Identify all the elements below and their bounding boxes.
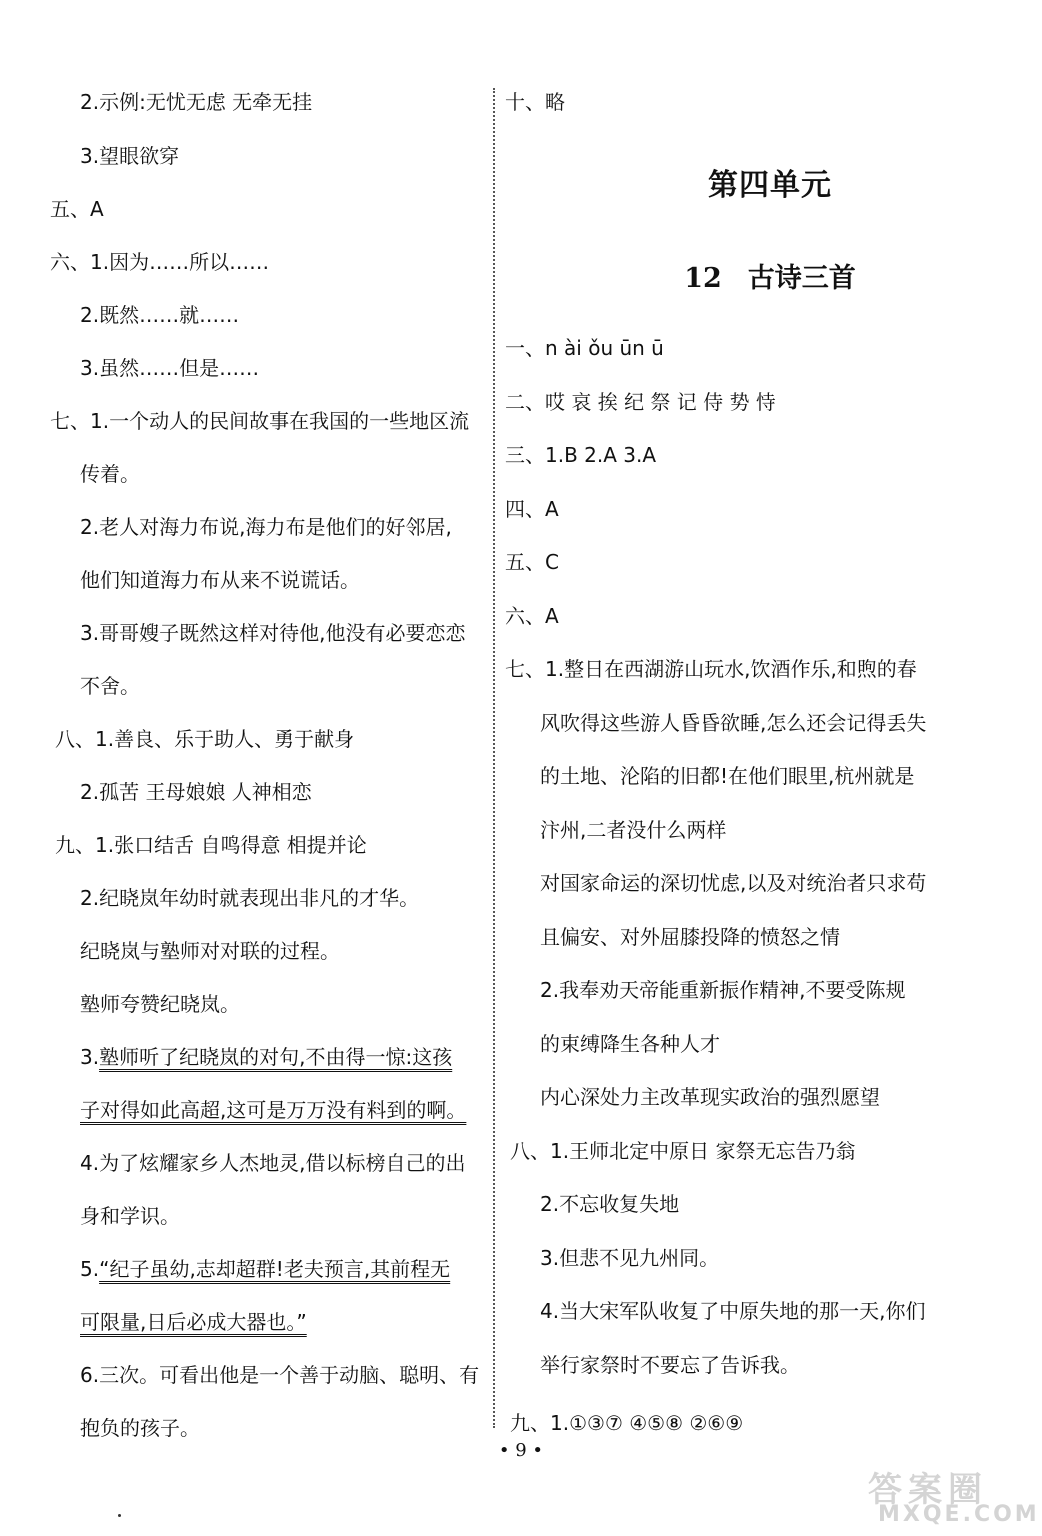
- answer-line: 3.望眼欲穿: [80, 144, 180, 168]
- answer-line: 4.为了炫耀家乡人杰地灵,借以标榜自己的出: [80, 1151, 466, 1175]
- answer-line: 2.老人对海力布说,海力布是他们的好邻居,: [80, 515, 452, 539]
- answer-line: 传着。: [80, 462, 140, 486]
- answer-line: 对国家命运的深切忧虑,以及对统治者只求苟: [540, 871, 927, 895]
- answer-line: 二、哎 哀 挨 纪 祭 记 侍 势 恃: [505, 390, 776, 414]
- watermark-chinese: 答案圈: [868, 1470, 988, 1510]
- answer-line: 3.但悲不见九州同。: [540, 1246, 720, 1270]
- answer-line: [80, 1256, 450, 1282]
- lesson-number: 12: [684, 263, 722, 294]
- answer-line: [80, 1044, 452, 1070]
- answer-line: 且偏安、对外屈膝投降的愤怒之情: [540, 925, 840, 949]
- answer-line: 五、A: [50, 197, 104, 221]
- answer-line: 抱负的孩子。: [80, 1416, 200, 1440]
- answer-line: 六、A: [505, 604, 559, 628]
- watermark-logo: [856, 1460, 1040, 1530]
- watermark-latin: MXQE.COM: [878, 1502, 1040, 1527]
- underlined-quote: 可限量,日后必成大器也。”: [80, 1310, 307, 1334]
- answer-line: 四、A: [505, 497, 559, 521]
- answer-line: 七、1.整日在西湖游山玩水,饮酒作乐,和煦的春: [505, 657, 917, 681]
- answer-line: 2.孤苦 王母娘娘 人神相恋: [80, 780, 312, 804]
- column-divider: [493, 88, 495, 1428]
- answer-line: 不舍。: [80, 674, 140, 698]
- answer-line: 身和学识。: [80, 1204, 180, 1228]
- answer-line: 6.三次。可看出他是一个善于动脑、聪明、有: [80, 1363, 480, 1387]
- answer-line: 八、1.王师北定中原日 家祭无忘告乃翁: [510, 1139, 856, 1163]
- answer-line: 三、1.B 2.A 3.A: [505, 443, 657, 467]
- answer-line: 八、1.善良、乐于助人、勇于献身: [55, 727, 355, 751]
- answer-line: 举行家祭时不要忘了告诉我。: [540, 1353, 800, 1377]
- answer-line: 的束缚降生各种人才: [540, 1032, 720, 1056]
- answer-line: 风吹得这些游人昏昏欲睡,怎么还会记得丢失: [540, 711, 927, 735]
- item-number: 3.: [80, 1045, 100, 1069]
- answer-line: 的土地、沦陷的旧都!在他们眼里,杭州就是: [540, 764, 915, 788]
- underlined-quote: 子对得如此高超,这可是万万没有料到的啊。: [80, 1098, 467, 1122]
- answer-line: 2.示例:无忧无虑 无牵无挂: [80, 90, 313, 114]
- underlined-quote: 塾师听了纪晓岚的对句,不由得一惊:这孩: [99, 1045, 453, 1069]
- answer-line: 2.既然……就……: [80, 303, 240, 327]
- underlined-quote: “纪子虽幼,志却超群!老夫预言,其前程无: [99, 1257, 451, 1281]
- answer-line: 4.当大宋军队收复了中原失地的那一天,你们: [540, 1299, 926, 1323]
- answer-line: 2.我奉劝天帝能重新振作精神,不要受陈规: [540, 978, 906, 1002]
- answer-line: 汴州,二者没什么两样: [540, 818, 727, 842]
- unit-title: 第四单元: [708, 168, 832, 203]
- answer-line: 3.虽然……但是……: [80, 356, 260, 380]
- answer-line: 2.纪晓岚年幼时就表现出非凡的才华。: [80, 886, 420, 910]
- lesson-heading: [500, 256, 1040, 295]
- lesson-title: 古诗三首: [747, 263, 856, 294]
- answer-line: 六、1.因为……所以……: [50, 250, 270, 274]
- answer-line: 塾师夸赞纪晓岚。: [80, 992, 240, 1016]
- answer-line: 五、C: [505, 550, 559, 574]
- answer-line: 3.哥哥嫂子既然这样对待他,他没有必要恋恋: [80, 621, 466, 645]
- answer-line: 七、1.一个动人的民间故事在我国的一些地区流: [50, 409, 470, 433]
- answer-line: 一、n ài ǒu ūn ū: [505, 336, 664, 360]
- answer-line: 九、1.①③⑦ ④⑤⑧ ②⑥⑨: [510, 1411, 744, 1435]
- answer-line: 他们知道海力布从来不说谎话。: [80, 568, 360, 592]
- answer-line: 十、略: [505, 90, 565, 114]
- stray-mark: [118, 1514, 121, 1517]
- answer-line: 纪晓岚与塾师对对联的过程。: [80, 939, 340, 963]
- page-number: • 9 •: [498, 1440, 544, 1461]
- answer-line: 内心深处力主改革现实政治的强烈愿望: [540, 1085, 880, 1109]
- answer-line: 九、1.张口结舌 自鸣得意 相提并论: [55, 833, 367, 857]
- answer-line: 2.不忘收复失地: [540, 1192, 680, 1216]
- item-number: 5.: [80, 1257, 100, 1281]
